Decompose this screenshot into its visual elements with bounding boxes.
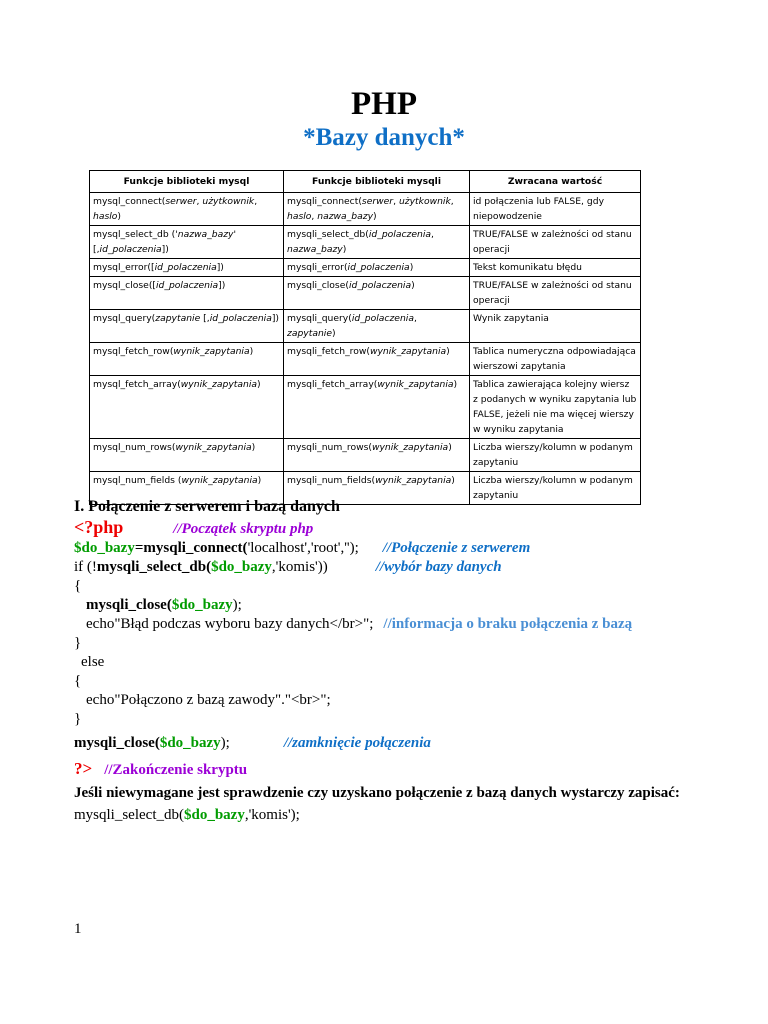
table-row <box>90 193 641 226</box>
section-heading: I. Połączenie z serwerem i bazą danych <box>74 498 340 515</box>
table-header-row <box>90 171 641 193</box>
table-row <box>90 343 641 376</box>
variable-do-bazy: $do_bazy <box>183 807 245 823</box>
comment-connect: //Połączenie z serwerem <box>382 540 531 556</box>
connect-args: 'localhost','root',''); <box>247 540 359 556</box>
variable-do-bazy: $do_bazy <box>211 559 272 575</box>
echo-error: echo"Błąd podczas wyboru bazy danych</br>"; <box>86 616 374 632</box>
cell-mysqli: mysqli_fetch_array(wynik_zapytania) <box>284 376 470 439</box>
brace-open: { <box>74 673 82 689</box>
select-args: ,'komis'); <box>244 807 300 823</box>
brace-close: } <box>74 635 82 651</box>
note-paragraph: Jeśli niewymagane jest sprawdzenie czy uzyskano połączenie z bazą danych wystarczy zapisać: <box>74 785 680 801</box>
variable-do-bazy: $do_bazy <box>159 735 221 751</box>
select-args: ,'komis')) <box>271 559 328 575</box>
cell-mysql: mysql_error([id_polaczenia]) <box>90 259 284 277</box>
comment-php-start: //Początek skryptu php <box>173 521 314 537</box>
php-open-tag: <?php <box>74 517 124 537</box>
page-title: PHP <box>351 86 417 122</box>
cell-mysqli: mysqli_close(id_polaczenia) <box>284 277 470 310</box>
cell-mysql: mysql_query(zapytanie [,id_polaczenia]) <box>90 310 284 343</box>
cell-mysqli: mysqli_error(id_polaczenia) <box>284 259 470 277</box>
cell-return: id połączenia lub FALSE, gdy niepowodzenie <box>470 193 641 226</box>
brace-close: } <box>74 711 82 727</box>
cell-mysql: mysql_num_rows(wynik_zapytania) <box>90 439 284 472</box>
code-line-php-open <box>74 518 704 539</box>
code-line-php-close <box>74 759 704 780</box>
column-header-mysqli: Funkcje biblioteki mysqli <box>284 171 470 193</box>
cell-mysqli: mysqli_query(id_polaczenia, zapytanie) <box>284 310 470 343</box>
page-number: 1 <box>74 921 82 937</box>
cell-mysql: mysql_select_db ('nazwa_bazy' [,id_polaczenia]) <box>90 226 284 259</box>
select-function: mysqli_select_db( <box>96 559 212 575</box>
code-line-select <box>74 558 704 577</box>
cell-mysqli: mysqli_connect(serwer, użytkownik, haslo, nazwa_bazy) <box>284 193 470 226</box>
code-line-echo-ok: echo"Połączono z bazą zawody"."<br>"; <box>86 692 331 708</box>
variable-do-bazy: $do_bazy <box>171 597 233 613</box>
code-line-final-close <box>74 734 704 753</box>
table-row <box>90 259 641 277</box>
comment-final-close: //zamknięcie połączenia <box>283 735 431 751</box>
comment-php-end: //Zakończenie skryptu <box>104 762 248 778</box>
close-function: mysqli_close( <box>74 735 160 751</box>
table-row <box>90 310 641 343</box>
table-row <box>90 226 641 259</box>
cell-mysqli: mysqli_fetch_row(wynik_zapytania) <box>284 343 470 376</box>
cell-mysqli: mysqli_select_db(id_polaczenia, nazwa_bazy) <box>284 226 470 259</box>
cell-mysql: mysql_fetch_array(wynik_zapytania) <box>90 376 284 439</box>
cell-mysql: mysql_connect(serwer, użytkownik, haslo) <box>90 193 284 226</box>
code-line-connect <box>74 539 704 558</box>
cell-return: TRUE/FALSE w zależności od stanu operacji <box>470 277 641 310</box>
cell-mysql: mysql_fetch_row(wynik_zapytania) <box>90 343 284 376</box>
document-body <box>74 497 704 825</box>
cell-mysql: mysql_close([id_polaczenia]) <box>90 277 284 310</box>
table-row <box>90 277 641 310</box>
comment-echo-error: //informacja o braku połączenia z bazą <box>383 616 633 632</box>
cell-mysqli: mysqli_num_rows(wynik_zapytania) <box>284 439 470 472</box>
cell-mysql: mysql_num_fields (wynik_zapytania) <box>90 472 284 505</box>
close-end: ); <box>220 735 230 751</box>
cell-mysqli: mysqli_num_fields(wynik_zapytania) <box>284 472 470 505</box>
code-line-short-select <box>74 806 704 825</box>
cell-return: Tablica zawierająca kolejny wiersz z podanych w wyniku zapytania lub FALSE, jeżeli nie ma więcej wierszy w wyniku zapytania <box>470 376 641 439</box>
column-header-return: Zwracana wartość <box>470 171 641 193</box>
close-end: ); <box>232 597 242 613</box>
cell-return: Tekst komunikatu błędu <box>470 259 641 277</box>
cell-return: Liczba wierszy/kolumn w podanym zapytaniu <box>470 439 641 472</box>
php-close-tag: ?> <box>74 759 93 778</box>
code-line-echo-error <box>74 615 704 634</box>
cell-return: Wynik zapytania <box>470 310 641 343</box>
if-keyword: if (! <box>74 559 97 575</box>
table-row <box>90 376 641 439</box>
else-keyword: else <box>81 654 105 670</box>
comment-select: //wybór bazy danych <box>375 559 502 575</box>
close-function: mysqli_close( <box>86 597 172 613</box>
cell-return: Tablica numeryczna odpowiadająca wierszowi zapytania <box>470 343 641 376</box>
page-subtitle: *Bazy danych* <box>303 124 465 151</box>
cell-return: TRUE/FALSE w zależności od stanu operacji <box>470 226 641 259</box>
variable-do-bazy: $do_bazy <box>74 540 135 556</box>
select-function: mysqli_select_db( <box>74 807 184 823</box>
connect-function: =mysqli_connect( <box>134 540 248 556</box>
functions-table <box>89 170 641 505</box>
column-header-mysql: Funkcje biblioteki mysql <box>90 171 284 193</box>
brace-open: { <box>74 578 82 594</box>
table-body <box>90 193 641 505</box>
code-line-close <box>74 596 704 615</box>
cell-return: Liczba wierszy/kolumn w podanym zapytaniu <box>470 472 641 505</box>
table-row <box>90 439 641 472</box>
